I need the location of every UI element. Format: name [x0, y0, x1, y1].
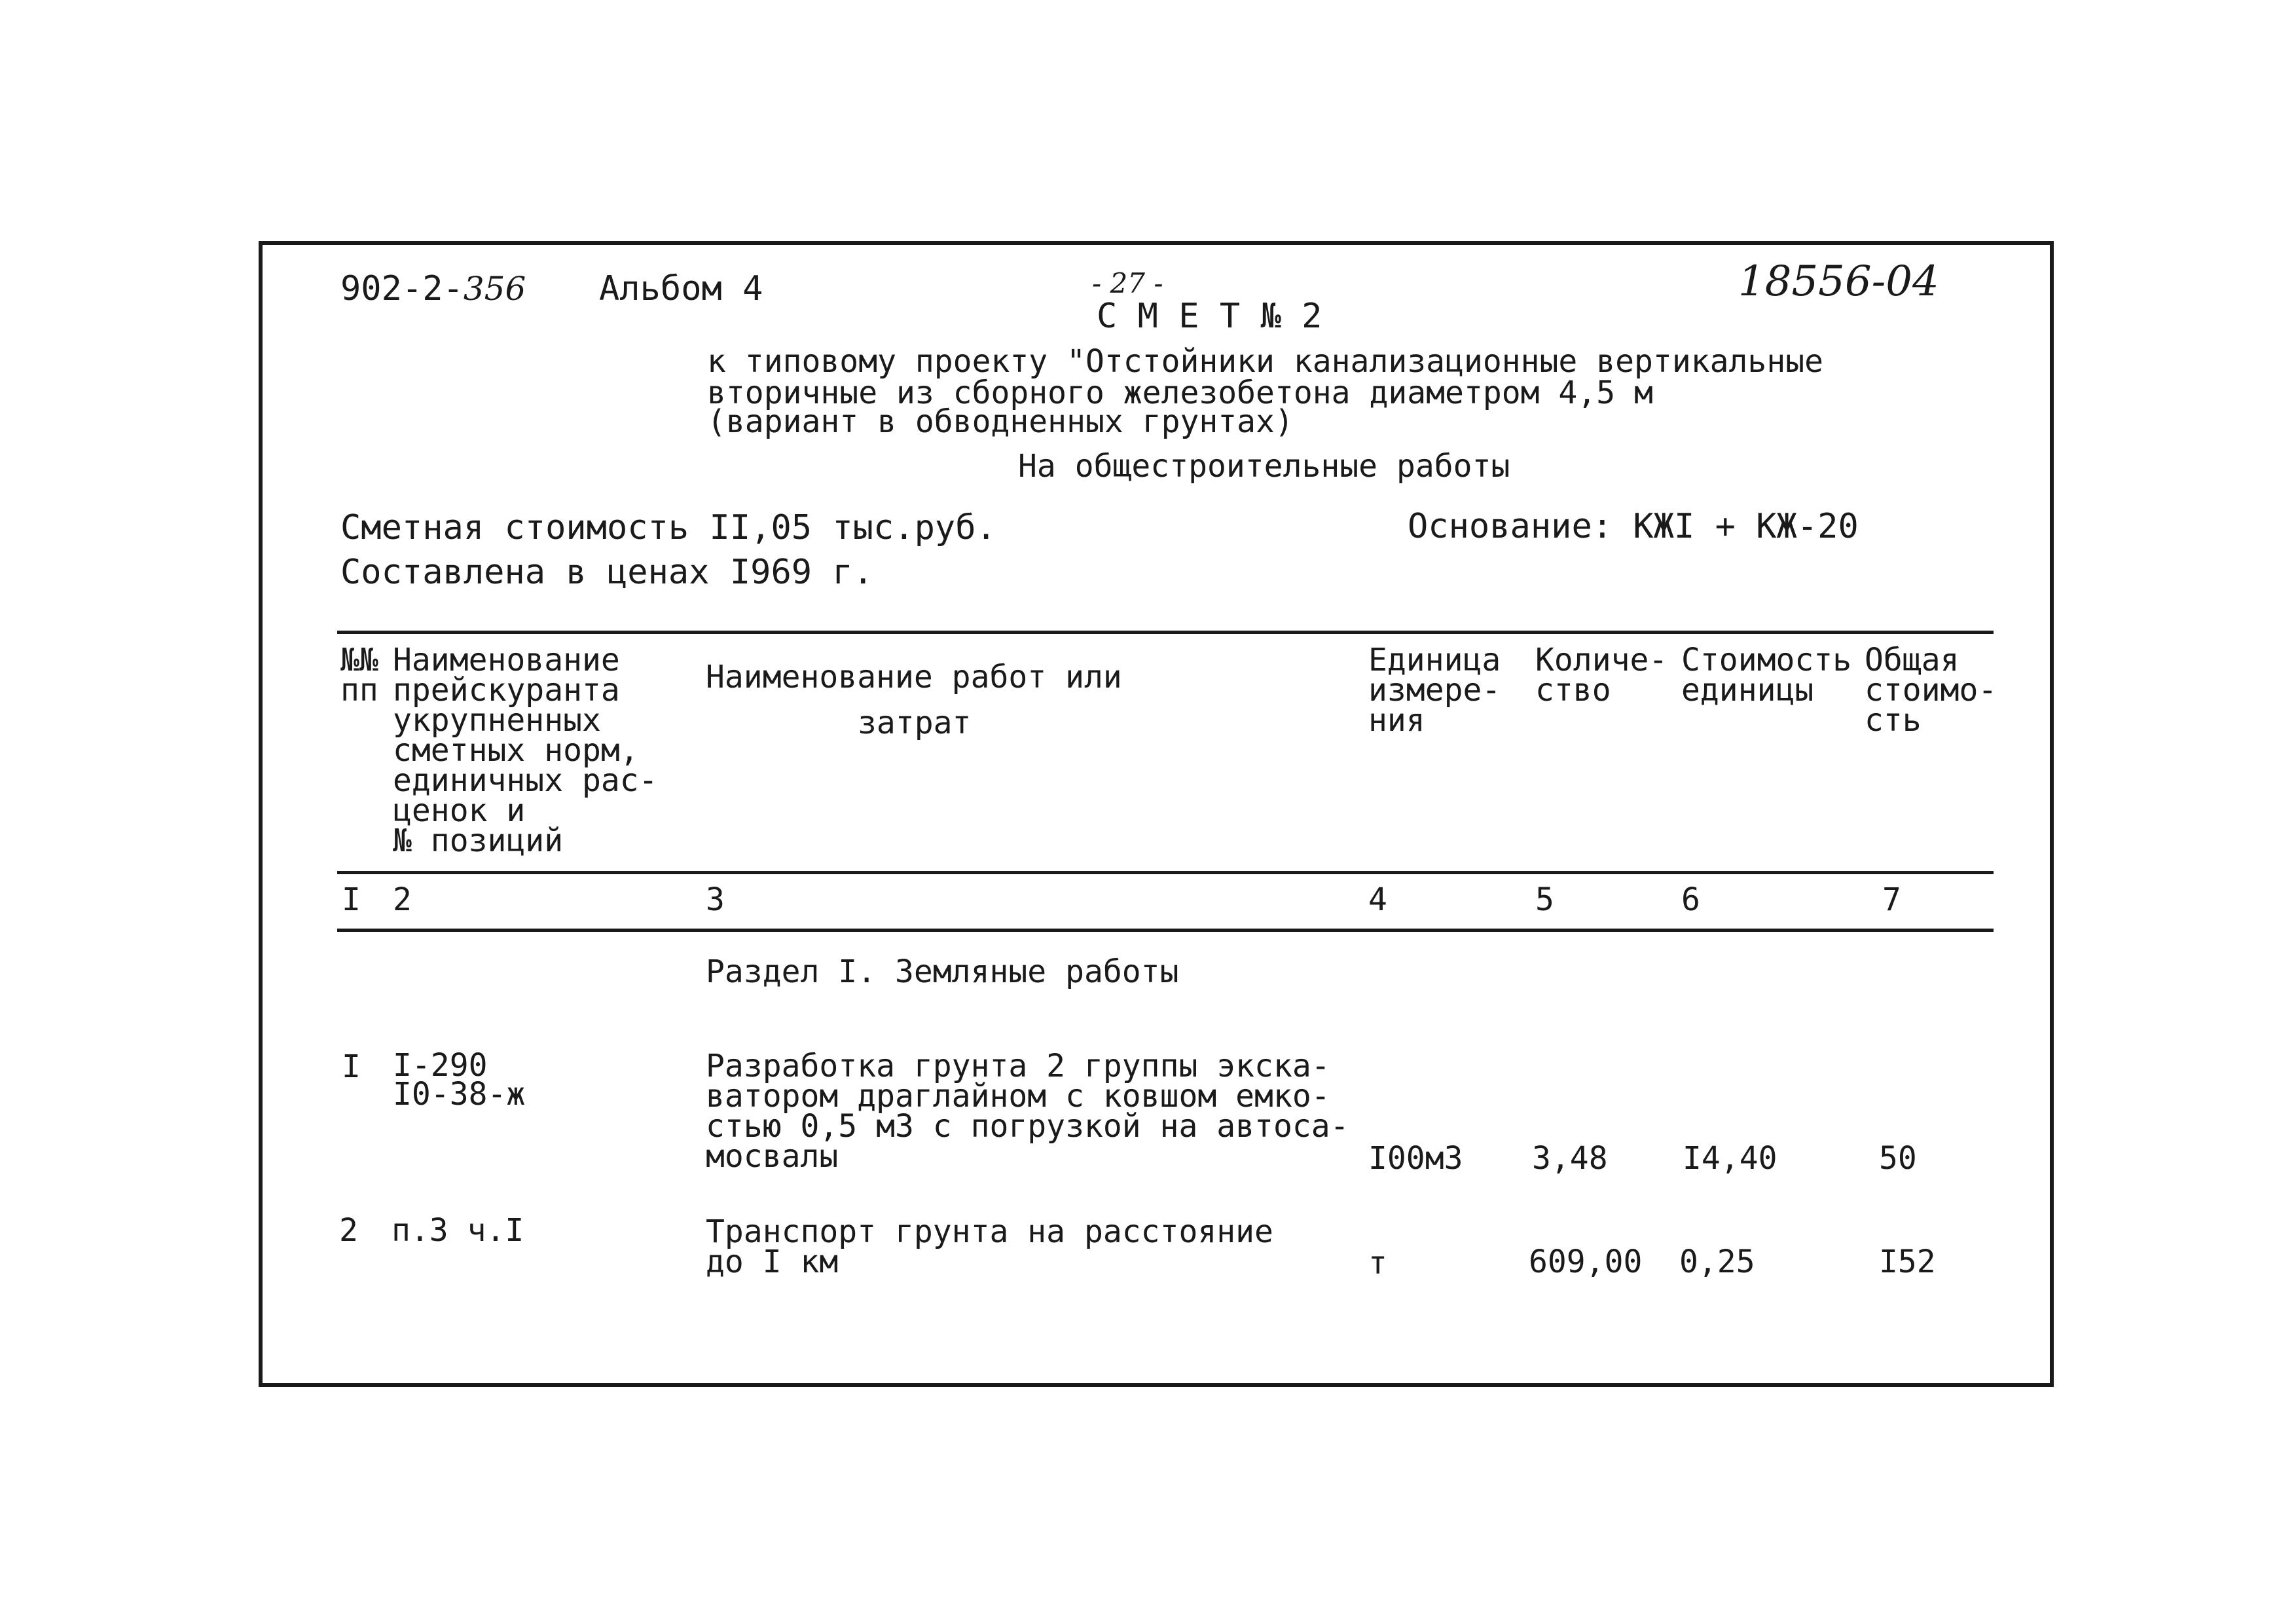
row-quantity: 3,48	[1532, 1140, 1608, 1177]
column-number-4: 4	[1368, 881, 1387, 918]
header-col-unit: Единица измере- ния	[1368, 642, 1501, 739]
row-quantity: 609,00	[1529, 1244, 1643, 1280]
row-total-cost: 50	[1879, 1140, 1917, 1177]
registration-number: 18556-04	[1738, 257, 1939, 306]
row-unit: I00м3	[1368, 1140, 1463, 1177]
row-number: I	[342, 1048, 361, 1085]
project-number-prefix: 902-2-	[340, 269, 464, 308]
header-col-work-name-1: Наименование работ или	[706, 659, 1122, 695]
page-number: - 27 -	[1092, 267, 1163, 299]
basis: Основание: КЖI + КЖ-20	[1408, 507, 1859, 546]
column-number-6: 6	[1681, 881, 1700, 918]
work-type: На общестроительные работы	[1018, 448, 1510, 485]
subtitle-line-1: к типовому проекту "Отстойники канализационные вертикальные	[707, 343, 1824, 380]
table-top-rule	[337, 631, 1994, 634]
header-col-pricelist: Наименование прейскуранта укрупненных сметных норм, единичных рас- ценок и № позиций	[393, 642, 658, 859]
header-col-number: №№ пп	[340, 642, 378, 709]
row-number: 2	[339, 1212, 358, 1249]
header-col-work-name-2: затрат	[858, 705, 972, 741]
header-col-quantity: Количе- ство	[1535, 642, 1668, 709]
subtitle-line-3: (вариант в обводненных грунтах)	[707, 403, 1294, 440]
header-col-unit-cost: Стоимость единицы	[1681, 642, 1852, 709]
row-total-cost: I52	[1879, 1244, 1936, 1280]
prices-year: Составлена в ценах I969 г.	[340, 553, 873, 592]
row-unit: т	[1368, 1245, 1387, 1282]
row-code: п.3 ч.I	[392, 1212, 524, 1249]
column-number-3: 3	[706, 881, 725, 918]
estimate-title: С М Е Т № 2	[1097, 297, 1322, 336]
column-number-7: 7	[1882, 881, 1901, 918]
row-work-name: Разработка грунта 2 группы экска- ватором драглайном с ковшом емко- стью 0,5 м3 с погрузкой на автоса- мосвалы	[706, 1048, 1349, 1175]
estimated-cost: Сметная стоимость II,05 тыс.руб.	[340, 508, 996, 547]
album-label: Альбом 4	[599, 269, 763, 308]
section-title: Раздел I. Земляные работы	[706, 953, 1179, 990]
column-number-1: I	[342, 881, 361, 918]
table-header-rule	[337, 871, 1994, 874]
project-number	[340, 269, 526, 308]
row-code: I-290 I0-38-ж	[393, 1047, 526, 1113]
header-col-total-cost: Общая стоимо- сть	[1865, 642, 1997, 739]
column-number-5: 5	[1535, 881, 1554, 918]
column-number-2: 2	[393, 881, 412, 918]
project-number-suffix: 356	[463, 270, 526, 308]
row-work-name: Транспорт грунта на расстояние до I км	[706, 1213, 1273, 1280]
row-unit-cost: I4,40	[1683, 1140, 1777, 1177]
row-unit-cost: 0,25	[1679, 1244, 1755, 1280]
table-colnum-rule	[337, 929, 1994, 932]
subtitle-line-2: вторичные из сборного железобетона диаметром 4,5 м	[707, 375, 1653, 411]
